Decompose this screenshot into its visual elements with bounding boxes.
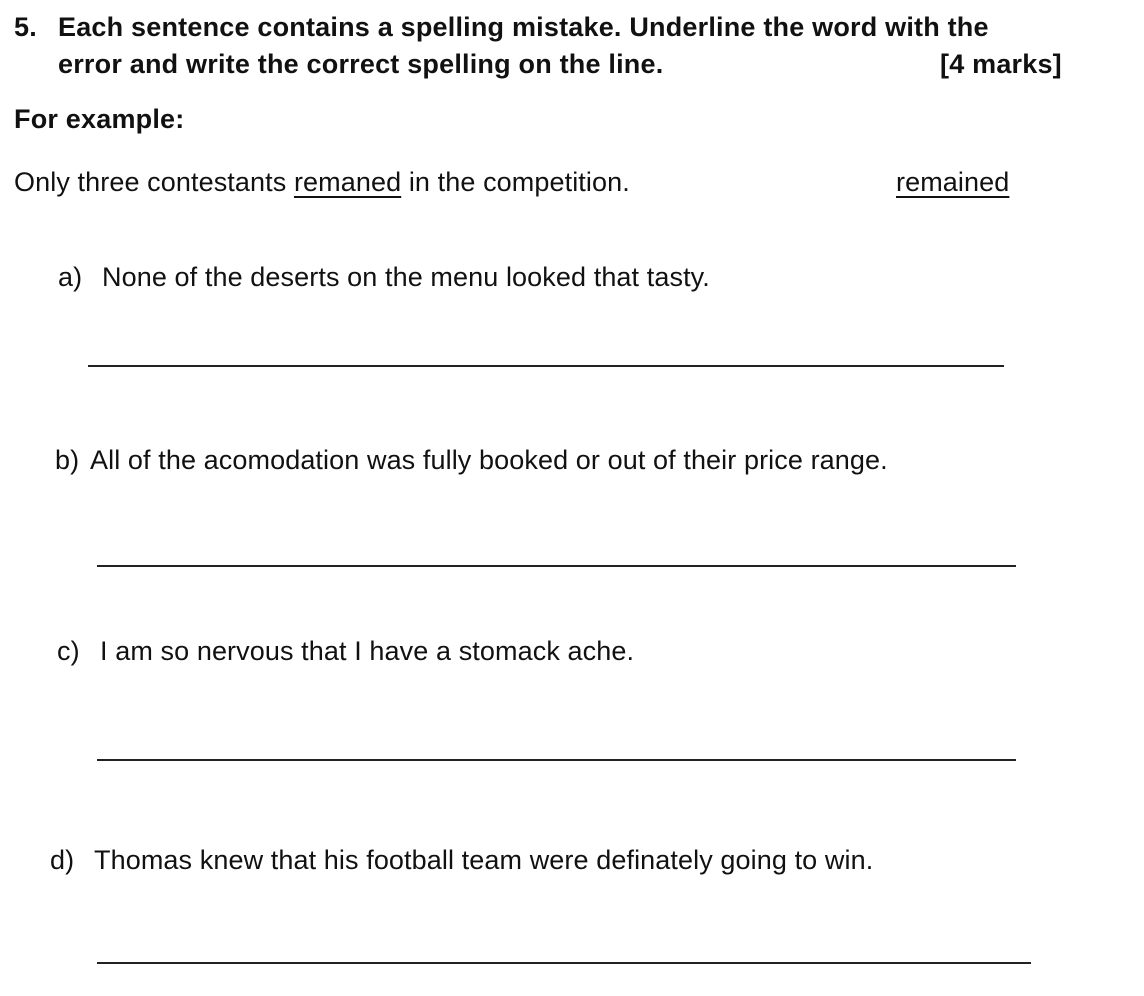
item-b-sentence: All of the acomodation was fully booked or out of their price range. (90, 445, 888, 475)
example-sentence (14, 167, 630, 198)
item-c-sentence: I am so nervous that I have a stomack ache. (100, 636, 635, 666)
item-b-answer-line[interactable] (97, 565, 1016, 567)
example-error-word: remaned (293, 167, 402, 197)
question-instruction-line-1: Each sentence contains a spelling mistake. Underline the word with the (58, 12, 989, 42)
item-a-answer-line[interactable] (88, 365, 1004, 367)
example-sentence-start: Only three contestants (14, 167, 294, 197)
item-a-label: a) (58, 262, 83, 292)
question-instruction-line-2: error and write the correct spelling on the line. (58, 49, 664, 79)
item-a-sentence: None of the deserts on the menu looked that tasty. (102, 262, 710, 292)
item-d-sentence: Thomas knew that his football team were definately going to win. (94, 845, 874, 875)
item-c-answer-line[interactable] (97, 759, 1016, 761)
question-number: 5. (14, 12, 37, 42)
item-b-label: b) (55, 445, 80, 475)
item-c-label: c) (57, 636, 80, 666)
example-correction: remained (896, 167, 1010, 197)
question-marks: [4 marks] (940, 49, 1062, 79)
example-sentence-end: in the competition. (401, 167, 630, 197)
example-heading: For example: (14, 104, 185, 134)
item-d-answer-line[interactable] (97, 962, 1031, 964)
item-d-label: d) (50, 845, 75, 875)
